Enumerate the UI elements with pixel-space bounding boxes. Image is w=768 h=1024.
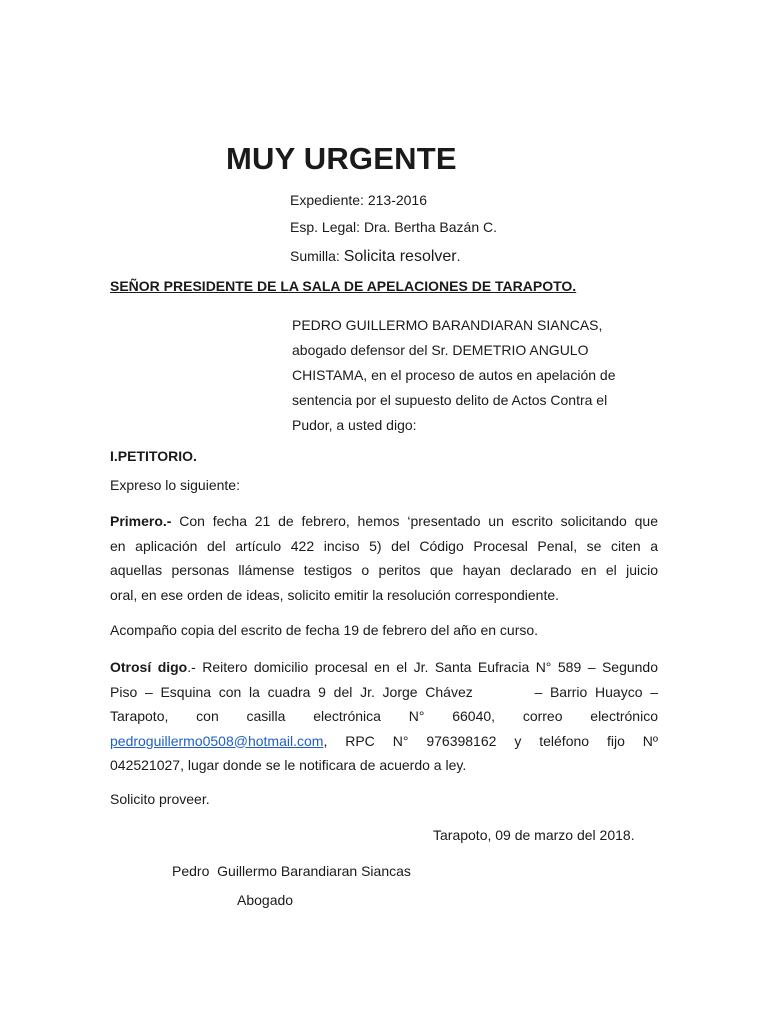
primero-line: en aplicación del artículo 422 inciso 5) del Código Procesal Penal, se citen a — [110, 537, 658, 554]
intro-line: Pudor, a usted digo: — [292, 417, 417, 433]
sumilla-line — [290, 248, 461, 266]
intro-line: sentencia por el supuesto delito de Actos Contra el — [292, 392, 608, 408]
primero-label: Primero.- — [110, 513, 172, 529]
primero-line: oral, en ese orden de ideas, solicito emitir la resolución correspondiente. — [110, 586, 560, 603]
intro-line: CHISTAMA, en el proceso de autos en apelación de — [292, 367, 616, 383]
document-title: MUY URGENTE — [226, 141, 457, 176]
otrosi-line-text: .- Reitero domicilio procesal en el Jr. Santa Eufracia N° 589 – Segundo — [187, 659, 658, 675]
expediente-line: Expediente: 213-2016 — [290, 192, 427, 208]
otrosi-line — [110, 729, 658, 754]
sumilla-label: Sumilla: — [290, 248, 344, 264]
petitorio-heading: I.PETITORIO. — [110, 448, 197, 464]
otrosi-line — [110, 655, 658, 680]
email-link[interactable]: pedroguillermo0508@hotmail.com — [110, 732, 324, 749]
primero-line: aquellas personas llámense testigos o peritos que hayan declarado en el juicio — [110, 562, 658, 578]
otrosi-label: Otrosí digo — [110, 659, 188, 675]
signature-title: Abogado — [237, 892, 294, 908]
solicito-line: Solicito proveer. — [110, 791, 210, 807]
intro-line: abogado defensor del Sr. DEMETRIO ANGULO — [292, 342, 589, 358]
primero-line — [110, 509, 658, 534]
acompano-line: Acompaño copia del escrito de fecha 19 de febrero del año en curso. — [110, 622, 539, 638]
intro-paragraph — [292, 313, 642, 438]
otrosi-line: Piso – Esquina con la cuadra 9 del Jr. Jorge Chávez – Barrio Huayco – — [110, 683, 658, 700]
sumilla-value: Solicita resolver — [343, 248, 457, 265]
date-line: Tarapoto, 09 de marzo del 2018. — [433, 827, 635, 843]
especialista-line: Esp. Legal: Dra. Bertha Bazán C. — [290, 219, 497, 235]
sumilla-end: . — [456, 248, 461, 264]
otrosi-paragraph — [110, 655, 658, 778]
primero-line-text: Con fecha 21 de febrero, hemos ‘presentado un escrito solicitando que — [171, 513, 658, 529]
otrosi-line: Tarapoto, con casilla electrónica N° 66040, correo electrónico — [110, 708, 658, 724]
addressee-heading: SEÑOR PRESIDENTE DE LA SALA DE APELACIONES DE TARAPOTO. — [110, 278, 577, 294]
otrosi-line: 042521027, lugar donde se le notificara de acuerdo a ley. — [110, 757, 467, 773]
intro-line: PEDRO GUILLERMO BARANDIARAN SIANCAS, — [292, 317, 603, 333]
primero-paragraph — [110, 509, 658, 607]
signature-name: Pedro Guillermo Barandiaran Siancas — [172, 863, 411, 879]
expreso-line: Expreso lo siguiente: — [110, 477, 240, 493]
otrosi-line-text: , RPC N° 976398162 y teléfono fijo Nº — [323, 732, 658, 749]
